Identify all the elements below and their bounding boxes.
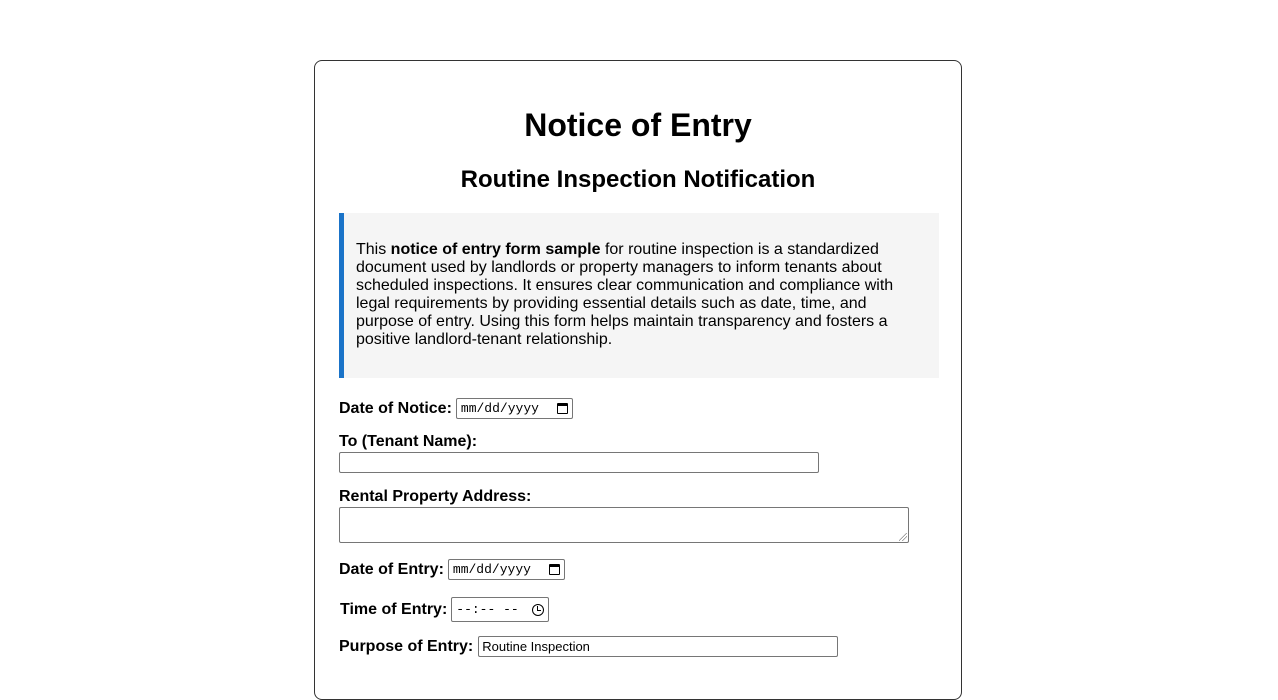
date-of-entry-label: Date of Entry: [339, 560, 444, 578]
property-address-label-row [339, 488, 531, 506]
notice-card [314, 60, 962, 700]
tenant-name-label: To (Tenant Name): [339, 433, 478, 450]
intro-description [339, 213, 939, 378]
property-address-label: Rental Property Address: [339, 488, 532, 505]
tenant-name-label-row [339, 433, 477, 451]
date-of-notice-row [339, 398, 573, 419]
calendar-icon[interactable] [549, 564, 560, 575]
intro-body: for routine inspection is a standardized document used by landlords or property managers to inform tenants about scheduled inspections. It ensures clear communication and compliance with legal requirements by providing essential details such as date, time, and purpose of entry. Using this form helps maintain transparency and fosters a positive landlord-tenant relationship. [356, 241, 894, 348]
calendar-icon[interactable] [557, 403, 568, 414]
date-of-notice-input[interactable] [456, 398, 573, 419]
date-of-notice-label: Date of Notice: [339, 399, 452, 417]
intro-bold-phrase: notice of entry form sample [390, 241, 601, 258]
time-of-entry-label: Time of Entry: [340, 600, 448, 618]
property-address-textarea[interactable] [339, 507, 909, 543]
date-of-entry-input[interactable] [448, 559, 565, 580]
page-title: Notice of Entry [524, 107, 752, 143]
purpose-of-entry-label: Purpose of Entry: [339, 637, 474, 655]
date-of-entry-row [339, 559, 565, 580]
intro-prefix: This [356, 241, 391, 258]
time-placeholder: --:-- -- [456, 602, 519, 617]
time-of-entry-row [340, 597, 549, 622]
date-placeholder: mm/dd/yyyy [460, 401, 539, 416]
purpose-of-entry-row [339, 636, 838, 657]
clock-icon[interactable] [532, 604, 544, 616]
tenant-name-input[interactable] [339, 452, 819, 473]
purpose-of-entry-input[interactable] [478, 636, 838, 657]
time-of-entry-input[interactable] [451, 597, 549, 622]
date-placeholder: mm/dd/yyyy [452, 562, 531, 577]
page-subtitle: Routine Inspection Notification [460, 166, 816, 193]
resize-handle-icon[interactable] [899, 533, 907, 541]
